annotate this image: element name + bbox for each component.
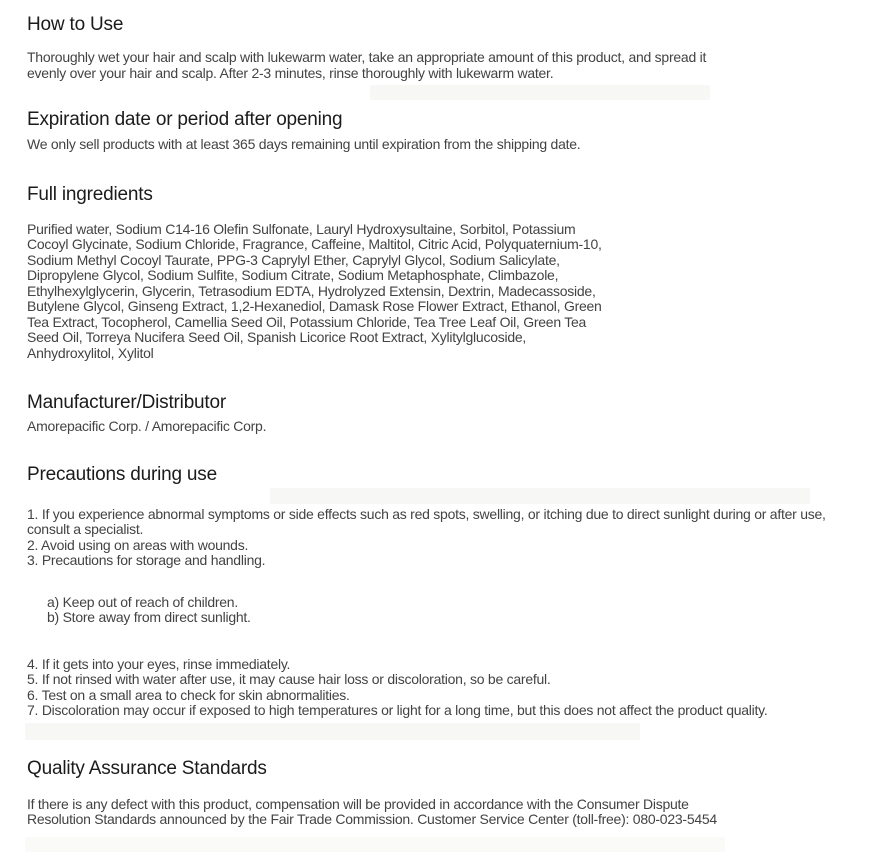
expiration-text: We only sell products with at least 365 days remaining until expiration from the shipping date. — [27, 136, 581, 152]
section-quality-assurance — [27, 758, 858, 828]
manufacturer-text: Amorepacific Corp. / Amorepacific Corp. — [27, 418, 267, 434]
manufacturer-heading: Manufacturer/Distributor — [27, 392, 226, 413]
precautions-storage-sub-list — [27, 595, 858, 626]
section-how-to-use — [27, 14, 858, 81]
precaution-item: 5. If not rinsed with water after use, it may cause hair loss or discoloration, so be careful. — [27, 671, 551, 687]
precaution-item: 6. Test on a small area to check for skin abnormalities. — [27, 686, 350, 703]
precautions-primary-list — [27, 507, 858, 569]
section-expiration — [27, 109, 858, 153]
how-to-use-text: Thoroughly wet your hair and scalp with lukewarm water, take an appropriate amount of this product, and spread it evenly over your hair and scalp. After 2-3 minutes, rinse thoroughly with lukewarm water. — [27, 49, 707, 81]
precautions-heading: Precautions during use — [27, 463, 217, 485]
section-full-ingredients — [27, 184, 858, 362]
precaution-item: 2. Avoid using on areas with wounds. — [27, 536, 249, 553]
precaution-item: 3. Precautions for storage and handling. — [27, 552, 266, 568]
precaution-sub-item: a) Keep out of reach of children. — [47, 593, 238, 610]
overlay-artifact — [25, 837, 725, 852]
section-precautions — [27, 464, 858, 719]
full-ingredients-heading: Full ingredients — [27, 183, 153, 205]
how-to-use-heading: How to Use — [27, 14, 124, 35]
precautions-additional-list — [27, 657, 858, 719]
quality-assurance-heading: Quality Assurance Standards — [27, 757, 267, 779]
full-ingredients-text: Purified water, Sodium C14-16 Olefin Sulfonate, Lauryl Hydroxysultaine, Sorbitol, Potassium Cocoyl Glycinate, Sodium Chloride, Fragrance, Caffeine, Maltitol, Citric Acid, Polyquaternium-10, Sodium Methyl Cocoyl Taurate, PPG-3 Caprylyl Ether, Caprylyl Glycol, Sodium Salicylate, Dipropylene Glycol, Sodium Sulfite, Sodium Citrate, Sodium Metaphosphate, Climbazole, Ethylhexylglycerin, Glycerin, Tetrasodium EDTA, Hydrolyzed Extensin, Dextrin, Madecassoside, Butylene Glycol, Ginseng Extract, 1,2-Hexanediol, Damask Rose Flower Extract, Ethanol, Green Tea Extract, Tocopherol, Camellia Seed Oil, Potassium Chloride, Tea Tree Leaf Oil, Green Tea Seed Oil, Torreya Nucifera Seed Oil, Spanish Licorice Root Extract, Xylitylglucoside, Anhydroxylitol, Xylitol — [27, 220, 602, 361]
section-manufacturer — [27, 392, 858, 435]
quality-assurance-text: If there is any defect with this product, compensation will be provided in accordance with the Consumer Dispute Resolution Standards announced by the Fair Trade Commission. Customer Service Center (toll-free): 080-023-5454 — [27, 795, 717, 827]
precaution-item: 7. Discoloration may occur if exposed to high temperatures or light for a long time, but this does not affect the product quality. — [27, 702, 768, 718]
precaution-item: 1. If you experience abnormal symptoms or side effects such as red spots, swelling, or itching due to direct sunlight during or after use, consult a specialist. — [27, 505, 826, 537]
precaution-item: 4. If it gets into your eyes, rinse immediately. — [27, 655, 291, 672]
expiration-heading: Expiration date or period after opening — [27, 109, 343, 130]
precaution-sub-item: b) Store away from direct sunlight. — [47, 609, 251, 625]
